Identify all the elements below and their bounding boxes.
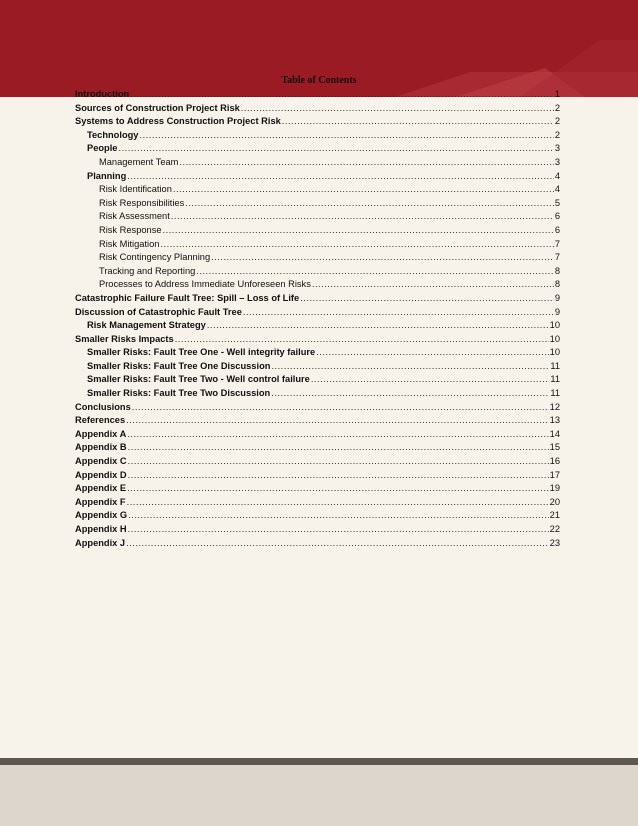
- toc-entry-label: Smaller Risks: Fault Tree One Discussion: [87, 360, 271, 371]
- toc-dot-leader: [128, 441, 549, 455]
- toc-entry-label: Smaller Risks: Fault Tree One - Well integrity failure: [87, 347, 316, 358]
- toc-entry-page-number: 17: [549, 469, 560, 480]
- toc-entry-page-number: 5: [554, 197, 560, 208]
- toc-entry-label: Appendix C: [75, 456, 127, 467]
- toc-dot-leader: [316, 346, 548, 360]
- toc-entry-label: Conclusions: [75, 401, 131, 412]
- toc-dot-leader: [312, 278, 554, 292]
- toc-entry-page-number: 10: [549, 347, 560, 358]
- toc-entry-page-number: 13: [549, 415, 560, 426]
- toc-entry-page-number: 4: [554, 170, 560, 181]
- toc-entry-label: Appendix D: [75, 469, 127, 480]
- toc-entry[interactable]: [75, 224, 560, 238]
- toc-dot-leader: [271, 360, 549, 374]
- toc-entry[interactable]: [75, 346, 560, 360]
- toc-entry-page-number: 20: [549, 496, 560, 507]
- toc-entry[interactable]: [75, 537, 560, 551]
- footer-band: [0, 758, 638, 826]
- toc-entry[interactable]: [75, 387, 560, 401]
- toc-dot-leader: [241, 102, 554, 116]
- toc-entry[interactable]: [75, 238, 560, 252]
- toc-entry-page-number: 19: [549, 483, 560, 494]
- toc-entry-page-number: 2: [554, 116, 560, 127]
- toc-entry[interactable]: [75, 251, 560, 265]
- footer-divider: [0, 758, 638, 765]
- toc-entry[interactable]: [75, 306, 560, 320]
- toc-entry[interactable]: [75, 360, 560, 374]
- toc-entry-label: Catastrophic Failure Fault Tree: Spill – Loss of Life: [75, 292, 300, 303]
- toc-entry-page-number: 9: [554, 306, 560, 317]
- toc-dot-leader: [127, 496, 549, 510]
- toc-dot-leader: [311, 373, 550, 387]
- table-of-contents: [75, 88, 560, 550]
- toc-entry-label: Risk Assessment: [99, 211, 170, 222]
- toc-entry-label: Processes to Address Immediate Unforeseen Risks: [99, 279, 311, 290]
- toc-entry-label: Appendix E: [75, 483, 127, 494]
- toc-dot-leader: [139, 129, 553, 143]
- toc-entry-label: Introduction: [75, 89, 130, 99]
- toc-entry-page-number: 11: [550, 388, 560, 399]
- toc-entry-page-number: 21: [549, 510, 560, 521]
- toc-entry-label: Appendix J: [75, 537, 126, 548]
- toc-entry[interactable]: [75, 170, 560, 184]
- toc-entry[interactable]: [75, 401, 560, 415]
- toc-dot-leader: [171, 210, 554, 224]
- toc-entry-page-number: 3: [554, 156, 560, 167]
- toc-entry[interactable]: [75, 509, 560, 523]
- toc-entry[interactable]: [75, 210, 560, 224]
- toc-entry-label: Risk Mitigation: [99, 238, 160, 249]
- toc-dot-leader: [300, 292, 554, 306]
- toc-entry[interactable]: [75, 333, 560, 347]
- toc-entry-page-number: 6: [554, 211, 560, 222]
- toc-entry-label: Smaller Risks: Fault Tree Two Discussion: [87, 388, 271, 399]
- toc-dot-leader: [128, 509, 548, 523]
- toc-dot-leader: [175, 333, 549, 347]
- toc-entry-page-number: 12: [549, 401, 560, 412]
- toc-dot-leader: [173, 183, 554, 197]
- toc-dot-leader: [126, 414, 549, 428]
- toc-entry[interactable]: [75, 88, 560, 102]
- toc-dot-leader: [127, 428, 548, 442]
- toc-entry-label: People: [87, 143, 118, 154]
- toc-entry-label: Tracking and Reporting: [99, 265, 196, 276]
- toc-entry[interactable]: [75, 115, 560, 129]
- toc-entry-label: Risk Responsibilities: [99, 197, 185, 208]
- toc-entry-page-number: 9: [554, 292, 560, 303]
- toc-dot-leader: [243, 306, 554, 320]
- toc-entry-label: Smaller Risks: Fault Tree Two - Well control failure: [87, 374, 310, 385]
- toc-dot-leader: [128, 469, 549, 483]
- toc-dot-leader: [282, 115, 554, 129]
- toc-entry-page-number: 7: [554, 252, 560, 263]
- toc-entry[interactable]: [75, 373, 560, 387]
- toc-entry-page-number: 2: [554, 129, 560, 140]
- toc-dot-leader: [127, 170, 554, 184]
- toc-entry[interactable]: [75, 129, 560, 143]
- toc-entry-page-number: 6: [554, 224, 560, 235]
- toc-entry-label: Sources of Construction Project Risk: [75, 102, 240, 113]
- toc-entry-page-number: 8: [554, 265, 560, 276]
- toc-dot-leader: [185, 197, 554, 211]
- toc-entry-page-number: 4: [554, 184, 560, 195]
- toc-entry-page-number: 14: [549, 428, 560, 439]
- toc-entry-label: Planning: [87, 170, 127, 181]
- toc-entry[interactable]: [75, 482, 560, 496]
- toc-entry[interactable]: [75, 278, 560, 292]
- toc-entry[interactable]: [75, 156, 560, 170]
- toc-dot-leader: [126, 537, 549, 551]
- toc-entry-label: Appendix H: [75, 524, 127, 534]
- toc-entry[interactable]: [75, 455, 560, 469]
- toc-entry[interactable]: [75, 197, 560, 211]
- toc-entry-label: Appendix A: [75, 428, 127, 439]
- toc-entry[interactable]: [75, 441, 560, 455]
- toc-entry-label: Risk Contingency Planning: [99, 252, 211, 263]
- toc-entry-page-number: 3: [554, 143, 560, 154]
- toc-dot-leader: [132, 401, 549, 415]
- toc-entry-page-number: 7: [554, 238, 560, 249]
- toc-entry-label: Risk Management Strategy: [87, 320, 206, 331]
- toc-title: Table of Contents: [281, 75, 357, 86]
- toc-entry[interactable]: [75, 183, 560, 197]
- toc-entry[interactable]: [75, 414, 560, 428]
- toc-entry-page-number: 16: [549, 456, 560, 467]
- toc-entry[interactable]: [75, 319, 560, 333]
- toc-entry[interactable]: [75, 523, 560, 537]
- toc-entry-label: Smaller Risks Impacts: [75, 333, 174, 344]
- toc-dot-leader: [130, 88, 554, 102]
- toc-dot-leader: [271, 387, 549, 401]
- toc-entry[interactable]: [75, 265, 560, 279]
- toc-dot-leader: [179, 156, 553, 170]
- toc-entry[interactable]: [75, 428, 560, 442]
- toc-dot-leader: [127, 482, 549, 496]
- toc-entry[interactable]: [75, 142, 560, 156]
- toc-entry-page-number: 15: [549, 442, 560, 453]
- toc-entry-page-number: 8: [554, 279, 560, 290]
- toc-entry[interactable]: [75, 102, 560, 116]
- toc-dot-leader: [163, 224, 554, 238]
- toc-dot-leader: [128, 523, 549, 537]
- toc-entry-label: Management Team: [99, 156, 179, 167]
- toc-entry-page-number: 11: [550, 374, 560, 385]
- toc-dot-leader: [196, 265, 554, 279]
- toc-entry-label: References: [75, 415, 126, 426]
- toc-dot-leader: [160, 238, 553, 252]
- toc-entry-page-number: 10: [549, 320, 560, 331]
- toc-entry-page-number: 11: [550, 360, 560, 371]
- toc-dot-leader: [118, 142, 553, 156]
- toc-entry-label: Risk Response: [99, 224, 162, 235]
- toc-entry-label: Risk Identification: [99, 184, 172, 195]
- toc-entry-page-number: 23: [549, 537, 560, 548]
- toc-entry-page-number: 2: [554, 102, 560, 113]
- toc-dot-leader: [211, 251, 554, 265]
- toc-entry[interactable]: [75, 496, 560, 510]
- toc-entry-label: Systems to Address Construction Project Risk: [75, 116, 281, 127]
- toc-dot-leader: [207, 319, 549, 333]
- toc-entry[interactable]: [75, 292, 560, 306]
- toc-entry-page-number: 22: [549, 524, 560, 534]
- toc-entry-label: Appendix F: [75, 496, 126, 507]
- toc-dot-leader: [128, 455, 549, 469]
- toc-entry-label: Technology: [87, 129, 139, 140]
- toc-entry[interactable]: [75, 469, 560, 483]
- toc-entry-page-number: 10: [549, 333, 560, 344]
- toc-entry-label: Appendix G: [75, 510, 128, 521]
- toc-entry-page-number: 1: [554, 89, 560, 99]
- toc-entry-label: Discussion of Catastrophic Fault Tree: [75, 306, 242, 317]
- toc-entry-label: Appendix B: [75, 442, 127, 453]
